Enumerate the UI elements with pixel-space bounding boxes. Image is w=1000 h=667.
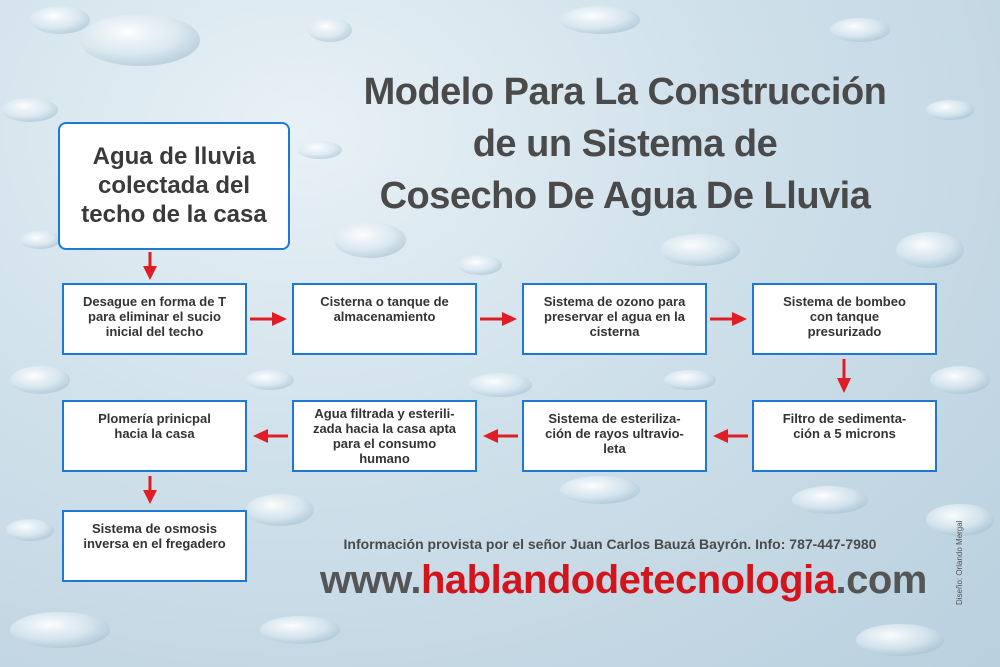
url-suffix: .com	[835, 558, 927, 602]
arrow-right-icon	[710, 312, 747, 326]
arrow-down-icon	[143, 476, 157, 504]
node-text: para eliminar el sucio	[88, 309, 221, 324]
node-text: preservar el agua en la	[544, 309, 685, 324]
node-text: Agua de lluvia	[92, 143, 256, 170]
node-text: Sistema de osmosis	[92, 521, 217, 536]
node-text: Filtro de sedimenta-	[782, 411, 907, 426]
node-text: cisterna	[589, 324, 640, 339]
node-text: para el consumo	[332, 436, 437, 451]
node-text: Plomería prinicpal	[98, 411, 211, 426]
node-text: Agua filtrada y esterili-	[314, 406, 455, 421]
node-text: Sistema de esteriliza-	[548, 411, 681, 426]
arrow-down-icon	[143, 252, 157, 280]
title-line-2: de un Sistema de	[472, 123, 778, 165]
node-text: techo de la casa	[81, 201, 267, 228]
arrow-left-icon	[483, 429, 518, 443]
node-text: colectada del	[97, 172, 251, 199]
website-url[interactable]	[320, 558, 927, 603]
designer-credit: Diseño: Orlando Mergal	[955, 520, 964, 605]
node-text: inicial del techo	[105, 324, 204, 339]
node-text: ción de rayos ultravio-	[545, 426, 684, 441]
node-text: inversa en el fregadero	[83, 536, 226, 551]
node-text: humano	[359, 451, 410, 466]
arrow-right-icon	[250, 312, 287, 326]
arrow-right-icon	[480, 312, 517, 326]
node-text: Desague en forma de T	[82, 294, 227, 309]
arrow-left-icon	[253, 429, 288, 443]
node-text: almacenamiento	[333, 309, 436, 324]
title-line-3: Cosecho De Agua De Lluvia	[379, 175, 871, 217]
node-text: hacia la casa	[114, 426, 195, 441]
info-credit-text: Información provista por el señor Juan Carlos Bauzá Bayrón. Info: 787-447-7980	[343, 536, 877, 552]
url-main: hablandodetecnologia	[420, 558, 836, 602]
arrow-down-icon	[837, 359, 851, 393]
node-text: zada hacia la casa apta	[312, 421, 457, 436]
url-prefix: www.	[320, 558, 421, 602]
node-text: Sistema de ozono para	[543, 294, 686, 309]
node-text: ción a 5 microns	[793, 426, 896, 441]
arrow-left-icon	[713, 429, 748, 443]
node-text: Sistema de bombeo	[783, 294, 906, 309]
node-text: Cisterna o tanque de	[320, 294, 449, 309]
node-text: leta	[603, 441, 626, 456]
node-text: con tanque	[809, 309, 880, 324]
node-text: presurizado	[807, 324, 882, 339]
title-line-1: Modelo Para La Construcción	[363, 71, 887, 113]
